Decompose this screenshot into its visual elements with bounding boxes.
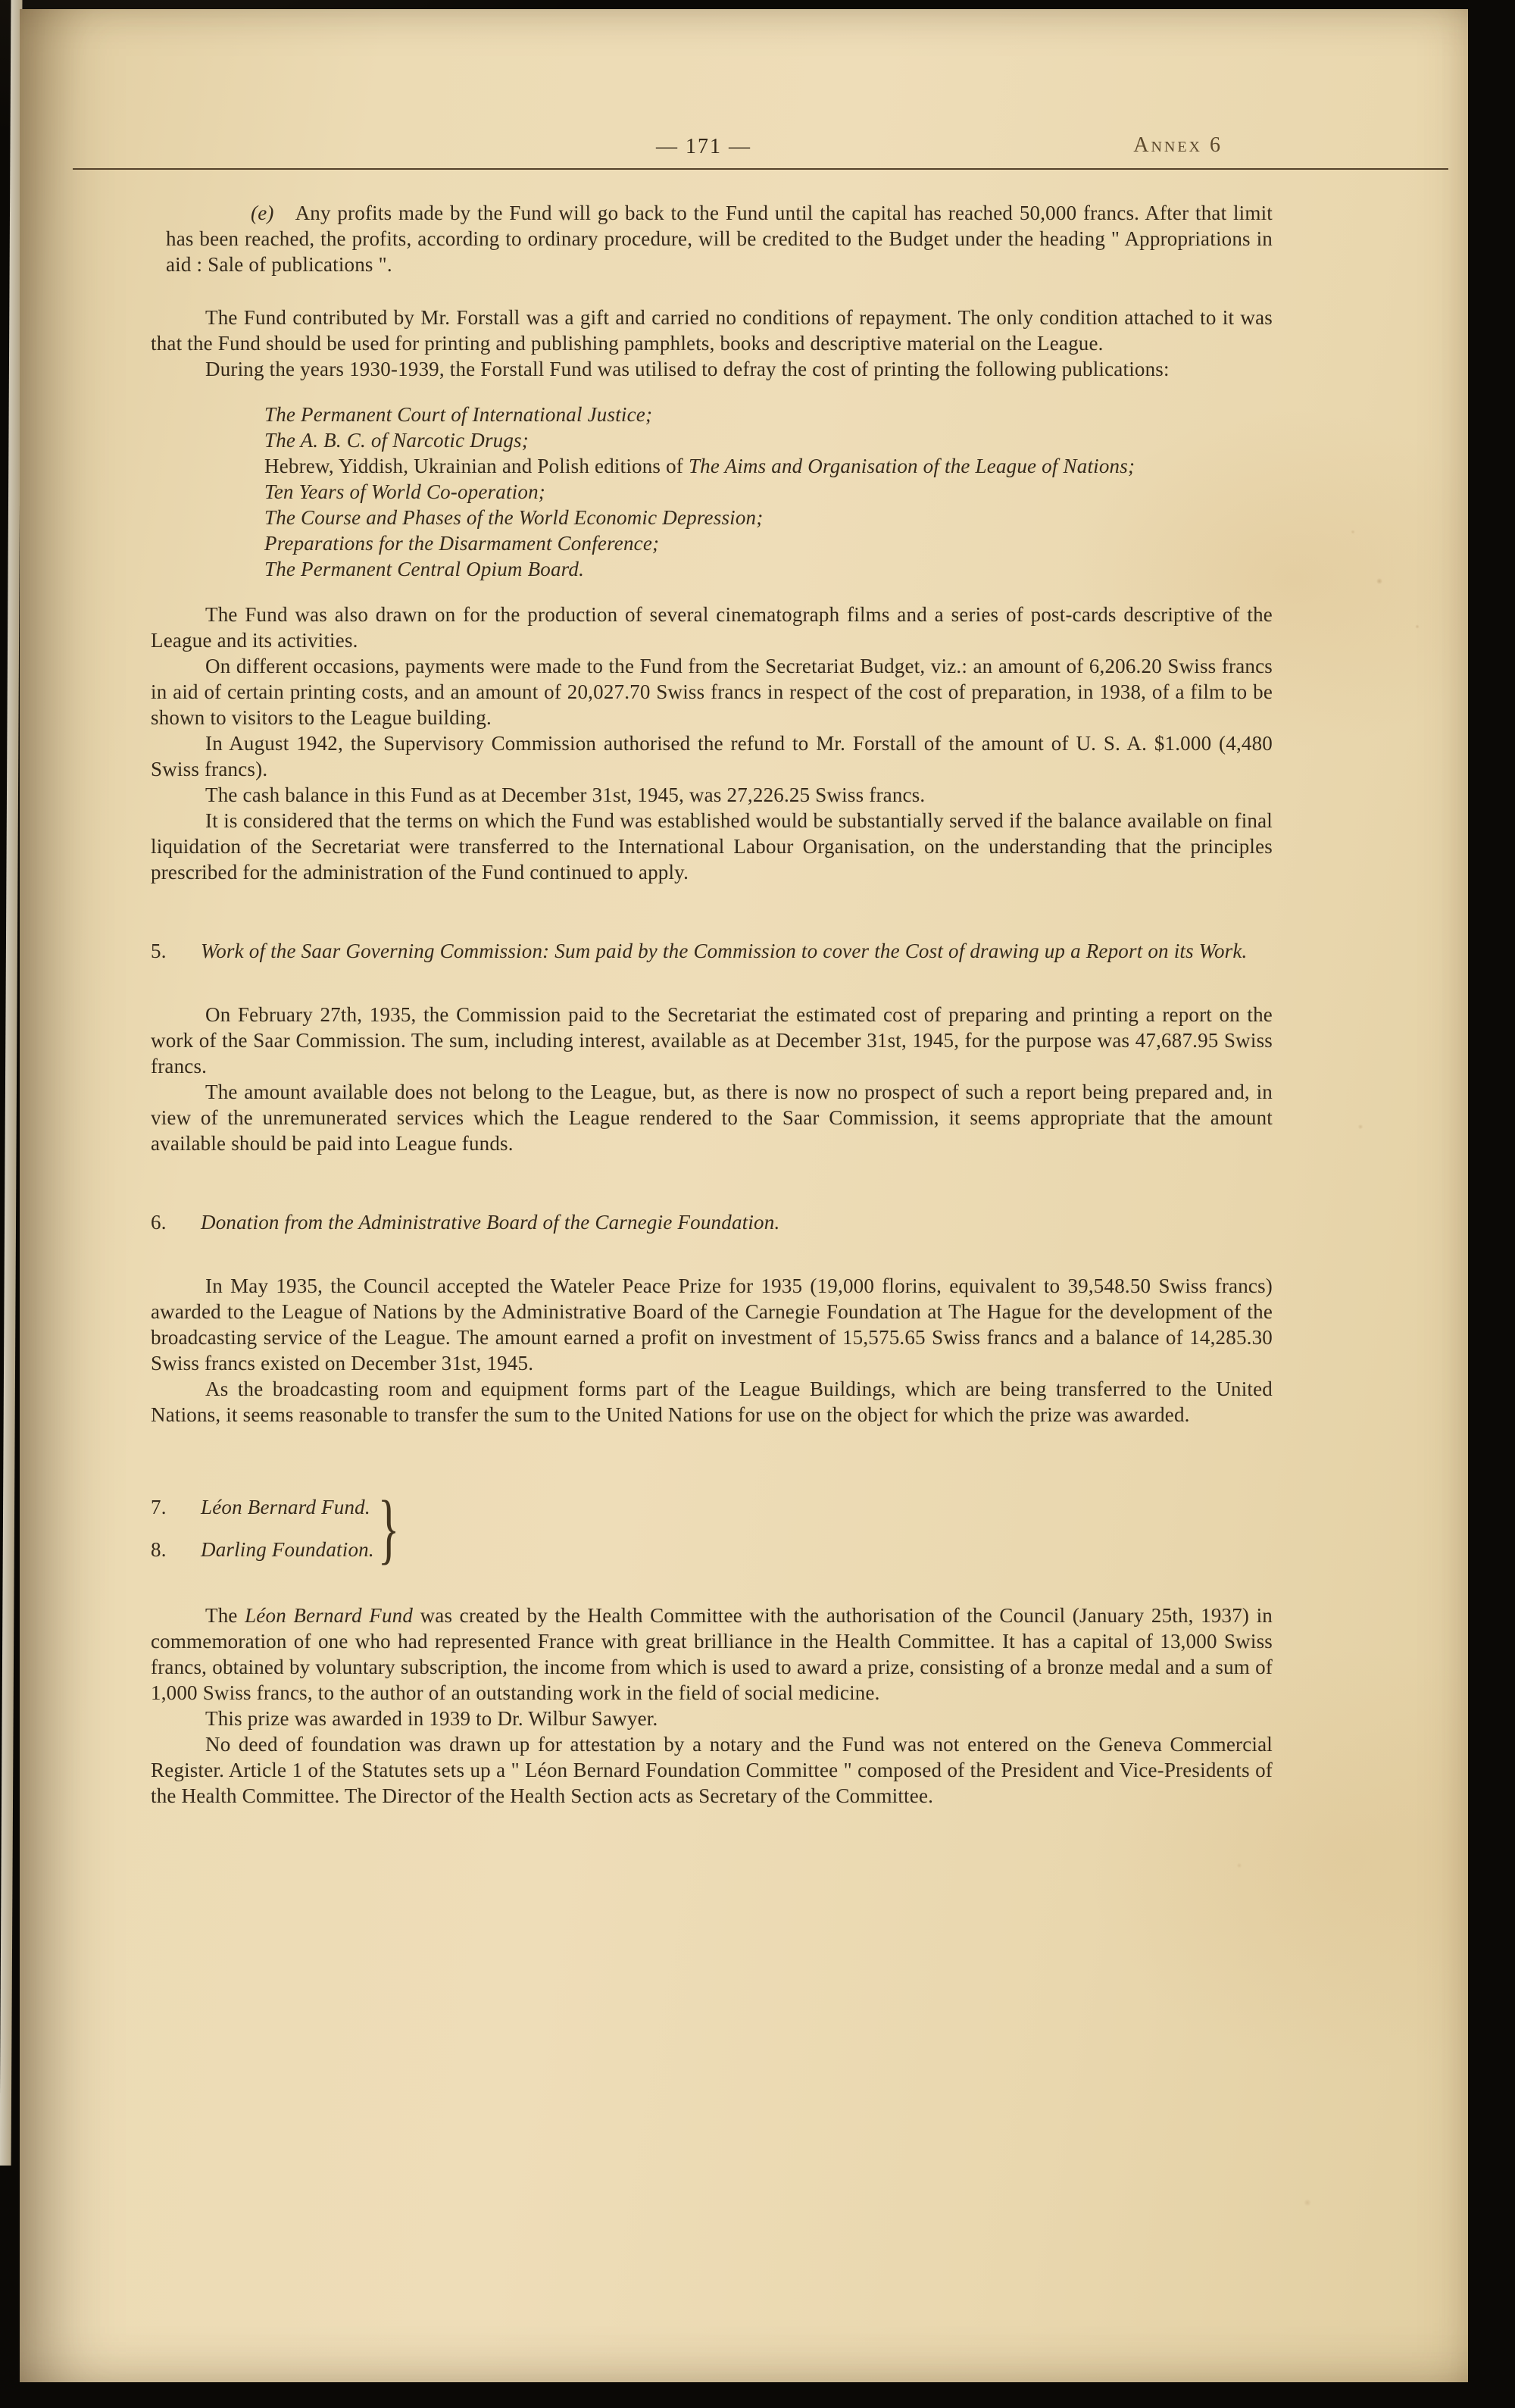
section-number: 5. (151, 940, 167, 962)
publication-title: The Permanent Court of International Justice; (264, 403, 653, 426)
paragraph: In August 1942, the Supervisory Commission authorised the refund to Mr. Forstall of the amount of U. S. A. $1.000 (4,480 Swiss francs). (151, 732, 1273, 780)
section-number: 6. (151, 1211, 167, 1234)
publication-title: The Permanent Central Opium Board. (264, 558, 585, 580)
fund-headings-column (151, 1494, 374, 1562)
list-item (264, 505, 1273, 530)
publication-title: Preparations for the Disarmament Conference; (264, 532, 660, 555)
section-heading (151, 1494, 374, 1520)
section-heading (151, 1209, 1273, 1235)
paragraph: The Fund contributed by Mr. Forstall was a gift and carried no conditions of repayment. The only condition attached to it was that the Fund should be used for printing and publishing pamphlets, books and descriptive material on the League. (151, 306, 1273, 355)
text-run: The (205, 1604, 245, 1627)
publications-list (264, 402, 1273, 582)
annex-label: Annex 6 (1133, 133, 1223, 157)
page-header (73, 129, 1448, 170)
section-title: Donation from the Administrative Board of the Carnegie Foundation. (201, 1211, 780, 1234)
list-item (264, 479, 1273, 505)
section-number: 7. (151, 1496, 167, 1518)
list-item (264, 402, 1273, 427)
paragraph: The cash balance in this Fund as at December 31st, 1945, was 27,226.25 Swiss francs. (205, 783, 926, 806)
list-item (264, 556, 1273, 582)
paragraph (151, 1603, 1273, 1706)
list-item (264, 427, 1273, 453)
list-item (264, 453, 1273, 479)
section-title: Work of the Saar Governing Commission: Sum paid by the Commission to cover the Cost of drawing up a Report on its Work. (201, 940, 1248, 962)
paragraph: It is considered that the terms on which the Fund was established would be substantially served if the balance available on final liquidation of the Secretariat were transferred to the International Labour Organisation, on the understanding that the principles prescribed for the administration of the Fund continued to apply. (151, 809, 1273, 883)
paragraph: On February 27th, 1935, the Commission paid to the Secretariat the estimated cost of preparing and printing a report on the work of the Saar Commission. The sum, including interest, available as at December 31st, 1945, for the purpose was 47,687.95 Swiss francs. (151, 1003, 1273, 1077)
text-run: was created by the Health Committee with the authorisation of the Council (January 25th, 1937) in commemoration of one who had represented France with great brilliance in the Health Committee. It has a capital of 13,000 Swiss francs, obtained by voluntary subscription, the income from which is used to award a prize, consisting of a bronze medal and a sum of 1,000 Swiss francs, to the author of an outstanding work in the field of social medicine. (151, 1604, 1273, 1704)
document-page (20, 9, 1468, 2382)
section-heading (151, 938, 1273, 964)
section-heading (151, 1537, 374, 1562)
fund-headings (151, 1484, 1273, 1572)
list-item (264, 530, 1273, 556)
paragraph: In May 1935, the Council accepted the Wateler Peace Prize for 1935 (19,000 florins, equivalent to 39,548.50 Swiss francs) awarded to the League of Nations by the Administrative Board of the Carnegie Foundation at The Hague for the development of the broadcasting service of the League. The amount earned a profit on investment of 15,575.65 Swiss francs and a balance of 14,285.30 Swiss francs existed on December 31st, 1945. (151, 1274, 1273, 1374)
section-title: Darling Foundation. (201, 1538, 374, 1561)
paragraph: As the broadcasting room and equipment forms part of the League Buildings, which are being transferred to the United Nations, it seems reasonable to transfer the sum to the United Nations for use on the object for which the prize was awarded. (151, 1378, 1273, 1426)
publication-prefix: Hebrew, Yiddish, Ukrainian and Polish editions of (264, 455, 689, 477)
item-e-text: Any profits made by the Fund will go back to the Fund until the capital has reached 50,000 francs. After that limit has been reached, the profits, according to ordinary procedure, will be credited to the Budget under the heading " Appropriations in aid : Sale of publications ". (166, 202, 1273, 276)
publication-title: The Aims and Organisation of the League of Nations; (688, 455, 1135, 477)
item-e-label: (e) (251, 202, 274, 224)
paragraph: The Fund was also drawn on for the production of several cinematograph films and a series of post-cards descriptive of the League and its activities. (151, 603, 1273, 652)
paragraph: This prize was awarded in 1939 to Dr. Wilbur Sawyer. (205, 1707, 658, 1730)
paragraph-item-e (166, 200, 1273, 277)
page-content (151, 200, 1273, 1809)
section-number: 8. (151, 1538, 167, 1561)
paragraph: On different occasions, payments were made to the Fund from the Secretariat Budget, viz.: an amount of 6,206.20 Swiss francs in aid of certain printing costs, and an amount of 20,027.70 Swiss francs in respect of the cost of preparation, in 1938, of a film to be shown to visitors to the League building. (151, 655, 1273, 729)
grouping-brace: } (377, 1484, 400, 1572)
fund-name-italic: Léon Bernard Fund (245, 1604, 414, 1627)
paragraph: During the years 1930-1939, the Forstall Fund was utilised to defray the cost of printing the following publications: (205, 358, 1170, 380)
publication-title: The Course and Phases of the World Economic Depression; (264, 506, 764, 529)
paragraph: The amount available does not belong to the League, but, as there is now no prospect of such a report being prepared and, in view of the unremunerated services which the League rendered to the Saar Commission, it seems appropriate that the amount available should be paid into League funds. (151, 1080, 1273, 1155)
publication-title: Ten Years of World Co-operation; (264, 480, 545, 503)
paragraph: No deed of foundation was drawn up for attestation by a notary and the Fund was not entered on the Geneva Commercial Register. Article 1 of the Statutes sets up a " Léon Bernard Foundation Committee " composed of the President and Vice-Presidents of the Health Committee. The Director of the Health Section acts as Secretary of the Committee. (151, 1733, 1273, 1807)
page-number: — 171 — (656, 135, 751, 158)
publication-title: The A. B. C. of Narcotic Drugs; (264, 429, 529, 452)
section-title: Léon Bernard Fund. (201, 1496, 370, 1518)
